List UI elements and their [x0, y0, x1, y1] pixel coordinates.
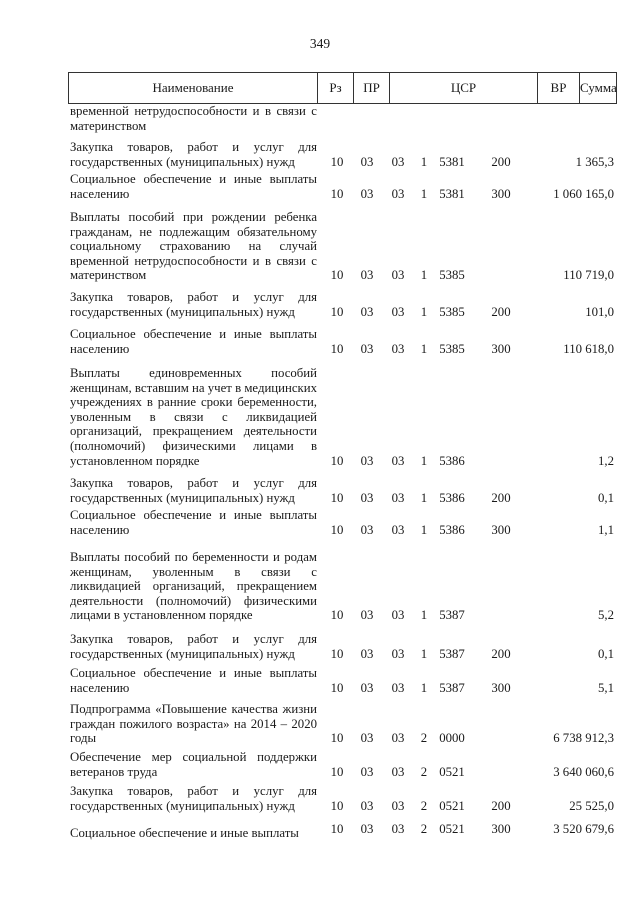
row-c1: 03 — [391, 764, 405, 779]
row-pr: 03 — [360, 268, 374, 283]
row-rz: 10 — [330, 731, 344, 746]
row-sum: 101,0 — [585, 304, 614, 319]
row-pr: 03 — [360, 453, 374, 468]
row-name: Выплаты единовременных пособий женщинам, вставшим на учет в медицинских учреждениях в ранние сроки беременности, уволенным в связи с ликвидацией организаций, прекращением деятельности (полномочий) физическими лицами в установленном порядке — [70, 366, 317, 468]
row-c1: 03 — [391, 822, 405, 836]
row-c3: 5381 — [439, 186, 465, 201]
row-name: Социальное обеспечение и иные выплаты населению — [70, 172, 317, 201]
row-name: Социальное обеспечение и иные выплаты — [70, 826, 299, 840]
row-sum: 1,1 — [598, 522, 614, 537]
row-c1: 03 — [391, 522, 405, 537]
row-c1: 03 — [391, 680, 405, 695]
column-header-vr: ВР — [538, 73, 580, 103]
row-c3: 5386 — [439, 490, 465, 505]
column-header-name: Наименование — [69, 73, 318, 103]
row-name: Выплаты пособий при рождении ребенка гражданам, не подлежащим обязательному социальному страхованию на случай временной нетрудоспособности и в связи с материнством — [70, 210, 317, 283]
row-sum: 1 365,3 — [575, 154, 614, 169]
row-sum: 0,1 — [598, 646, 614, 661]
row-c2: 2 — [420, 731, 428, 746]
row-c3: 5381 — [439, 154, 465, 169]
row-name: временной нетрудоспособности и в связи с материнством — [70, 104, 317, 133]
row-c1: 03 — [391, 268, 405, 283]
row-c2: 1 — [420, 646, 428, 661]
row-sum: 5,1 — [598, 680, 614, 695]
row-c3: 5386 — [439, 453, 465, 468]
row-pr: 03 — [360, 490, 374, 505]
row-c3: 0521 — [439, 764, 465, 779]
row-vr: 300 — [491, 522, 511, 537]
row-pr: 03 — [360, 798, 374, 813]
page-number: 349 — [309, 36, 331, 51]
column-header-sum: Сумма — [580, 80, 617, 95]
row-c2: 1 — [420, 154, 428, 169]
row-sum: 5,2 — [598, 608, 614, 623]
row-c2: 1 — [420, 268, 428, 283]
row-sum: 110 719,0 — [563, 268, 614, 283]
row-vr: 200 — [491, 304, 511, 319]
row-name: Социальное обеспечение и иные выплаты населению — [70, 327, 317, 356]
row-rz: 10 — [330, 490, 344, 505]
row-c3: 0521 — [439, 798, 465, 813]
row-rz: 10 — [330, 608, 344, 623]
row-c3: 5387 — [439, 608, 465, 623]
row-rz: 10 — [330, 798, 344, 813]
row-pr: 03 — [360, 154, 374, 169]
row-c3: 0521 — [439, 822, 465, 836]
row-c3: 5385 — [439, 304, 465, 319]
row-c1: 03 — [391, 154, 405, 169]
row-vr: 200 — [491, 798, 511, 813]
row-c2: 1 — [420, 453, 428, 468]
row-c3: 5385 — [439, 268, 465, 283]
row-c1: 03 — [391, 646, 405, 661]
row-sum: 3 640 060,6 — [553, 764, 614, 779]
row-pr: 03 — [360, 341, 374, 356]
row-rz: 10 — [330, 154, 344, 169]
row-name: Закупка товаров, работ и услуг для государственных (муниципальных) нужд — [70, 632, 317, 661]
row-name: Подпрограмма «Повышение качества жизни граждан пожилого возраста» на 2014 – 2020 годы — [70, 702, 317, 746]
row-c1: 03 — [391, 186, 405, 201]
row-c2: 1 — [420, 680, 428, 695]
row-sum: 1 060 165,0 — [553, 186, 614, 201]
row-pr: 03 — [360, 522, 374, 537]
row-pr: 03 — [360, 764, 374, 779]
row-c2: 2 — [420, 798, 428, 813]
row-vr: 200 — [491, 154, 511, 169]
row-c3: 5387 — [439, 646, 465, 661]
row-sum: 3 520 679,6 — [553, 822, 614, 836]
row-c2: 1 — [420, 490, 428, 505]
row-name: Социальное обеспечение и иные выплаты населению — [70, 508, 317, 537]
row-name: Социальное обеспечение и иные выплаты населению — [70, 666, 317, 695]
row-c3: 5386 — [439, 522, 465, 537]
row-sum: 25 525,0 — [569, 798, 614, 813]
row-c1: 03 — [391, 798, 405, 813]
row-rz: 10 — [330, 341, 344, 356]
row-pr: 03 — [360, 646, 374, 661]
row-c2: 1 — [420, 341, 428, 356]
column-header-csr: ЦСР — [390, 73, 538, 103]
row-rz: 10 — [330, 522, 344, 537]
row-rz: 10 — [330, 304, 344, 319]
row-pr: 03 — [360, 680, 374, 695]
row-pr: 03 — [360, 608, 374, 623]
row-rz: 10 — [330, 646, 344, 661]
row-rz: 10 — [330, 453, 344, 468]
row-name: Закупка товаров, работ и услуг для государственных (муниципальных) нужд — [70, 140, 317, 169]
row-c2: 1 — [420, 186, 428, 201]
column-header-pr: ПР — [354, 73, 390, 103]
row-rz: 10 — [330, 822, 344, 836]
row-vr: 300 — [491, 822, 511, 836]
row-vr: 300 — [491, 186, 511, 201]
row-vr: 300 — [491, 680, 511, 695]
row-name: Закупка товаров, работ и услуг для государственных (муниципальных) нужд — [70, 290, 317, 319]
row-pr: 03 — [360, 822, 374, 836]
row-c1: 03 — [391, 341, 405, 356]
row-pr: 03 — [360, 304, 374, 319]
row-c3: 5387 — [439, 680, 465, 695]
row-vr: 300 — [491, 341, 511, 356]
table-header — [68, 72, 617, 104]
row-c2: 2 — [420, 764, 428, 779]
row-name: Обеспечение мер социальной поддержки ветеранов труда — [70, 750, 317, 779]
row-c3: 5385 — [439, 341, 465, 356]
row-c2: 1 — [420, 608, 428, 623]
row-rz: 10 — [330, 680, 344, 695]
row-name: Закупка товаров, работ и услуг для государственных (муниципальных) нужд — [70, 476, 317, 505]
row-rz: 10 — [330, 764, 344, 779]
row-c1: 03 — [391, 731, 405, 746]
row-rz: 10 — [330, 186, 344, 201]
row-sum: 110 618,0 — [563, 341, 614, 356]
row-c1: 03 — [391, 453, 405, 468]
row-sum: 0,1 — [598, 490, 614, 505]
row-c1: 03 — [391, 490, 405, 505]
row-vr: 200 — [491, 646, 511, 661]
row-c1: 03 — [391, 608, 405, 623]
row-c2: 1 — [420, 304, 428, 319]
row-c1: 03 — [391, 304, 405, 319]
column-header-rz: Рз — [318, 73, 354, 103]
row-c2: 1 — [420, 522, 428, 537]
row-rz: 10 — [330, 268, 344, 283]
row-sum: 6 738 912,3 — [553, 731, 614, 746]
row-c2: 2 — [420, 822, 428, 836]
row-pr: 03 — [360, 731, 374, 746]
row-name: Закупка товаров, работ и услуг для государственных (муниципальных) нужд — [70, 784, 317, 813]
row-pr: 03 — [360, 186, 374, 201]
row-c3: 0000 — [439, 731, 465, 746]
row-name: Выплаты пособий по беременности и родам женщинам, уволенным в связи с ликвидацией организаций, прекращением деятельности (полномочий) физическими лицами в установленном порядке — [70, 550, 317, 623]
row-sum: 1,2 — [598, 453, 614, 468]
row-vr: 200 — [491, 490, 511, 505]
